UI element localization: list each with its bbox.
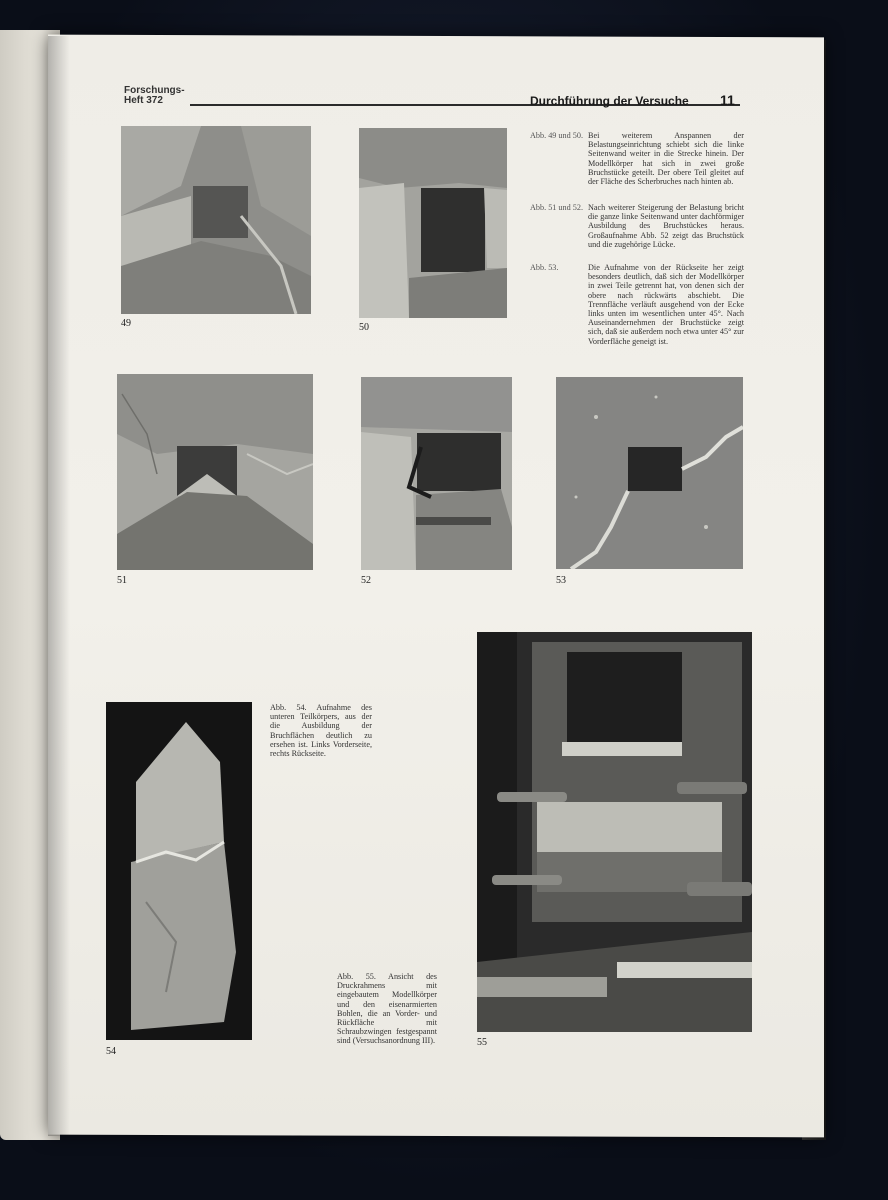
page-number: 11 — [720, 92, 735, 108]
caption-53-text: Die Aufnahme von der Rückseite her zeigt besonders deutlich, daß sich der Modellkörper in zwei Teile getrennt hat, von denen sich der obere nach rückwärts abschiebt. Die Trennfläche verläuft ausgehend von der Ecke links unten im wesentlichen unter 45°. Nach Auseinandernehmen der Bruchstücke zeigt sich, daß sie außerdem noch etwa unter 45° zur Vorderfläche geneigt ist. — [588, 263, 744, 346]
caption-53-label: Abb. 53. — [530, 263, 559, 272]
figure-number-52: 52 — [361, 575, 371, 586]
photo-54 — [106, 702, 252, 1040]
figure-number-55: 55 — [477, 1037, 487, 1048]
caption-54: Abb. 54. Aufnahme des unteren Teilkörpers, aus der die Ausbildung der Bruchflächen deutlich zu ersehen ist. Links Vorderseite, rechts Rückseite. — [270, 703, 372, 759]
caption-55: Abb. 55. Ansicht des Druckrahmens mit eingebautem Modellkörper und den eisenarmierten Bohlen, die an Vorder- und Rückfläche mit Schraubzwingen festgespannt sind (Versuchsanordnung III). — [337, 972, 437, 1046]
caption-51-52-text: Nach weiterer Steigerung der Belastung bricht die ganze linke Seitenwand unter dachförmiger Ausbildung des Bruchstückes heraus. Großaufnahme Abb. 52 zeigt das Bruchstück und die zugehörige Lücke. — [588, 203, 744, 249]
caption-49-50 — [530, 131, 744, 201]
figure-number-50: 50 — [359, 322, 369, 333]
figure-number-51: 51 — [117, 575, 127, 586]
figure-number-53: 53 — [556, 575, 566, 586]
photo-53 — [556, 377, 743, 569]
caption-51-52 — [530, 203, 744, 259]
figure-number-49: 49 — [121, 318, 131, 329]
caption-49-50-text: Bei weiterem Anspannen der Belastungseinrichtung schiebt sich die linke Seitenwand weiter in die Strecke hinein. Der Modellkörper hat sich in zwei große Bruchstücke geteilt. Der obere Teil gleitet auf der Fläche des Scherbruches nach hinten ab. — [588, 131, 744, 187]
series-line-1: Forschungs- — [124, 85, 185, 96]
photo-49 — [121, 126, 311, 314]
photo-50 — [359, 128, 507, 318]
section-title: Durchführung der Versuche — [530, 94, 689, 108]
series-label — [124, 86, 185, 106]
binding-shadow — [48, 36, 70, 1136]
photo-55 — [477, 632, 752, 1032]
photo-52 — [361, 377, 512, 570]
caption-53 — [530, 263, 744, 351]
figure-number-54: 54 — [106, 1046, 116, 1057]
caption-51-52-label: Abb. 51 und 52. — [530, 203, 583, 212]
series-line-2: Heft 372 — [124, 95, 163, 106]
caption-49-50-label: Abb. 49 und 50. — [530, 131, 583, 140]
photo-51 — [117, 374, 313, 570]
